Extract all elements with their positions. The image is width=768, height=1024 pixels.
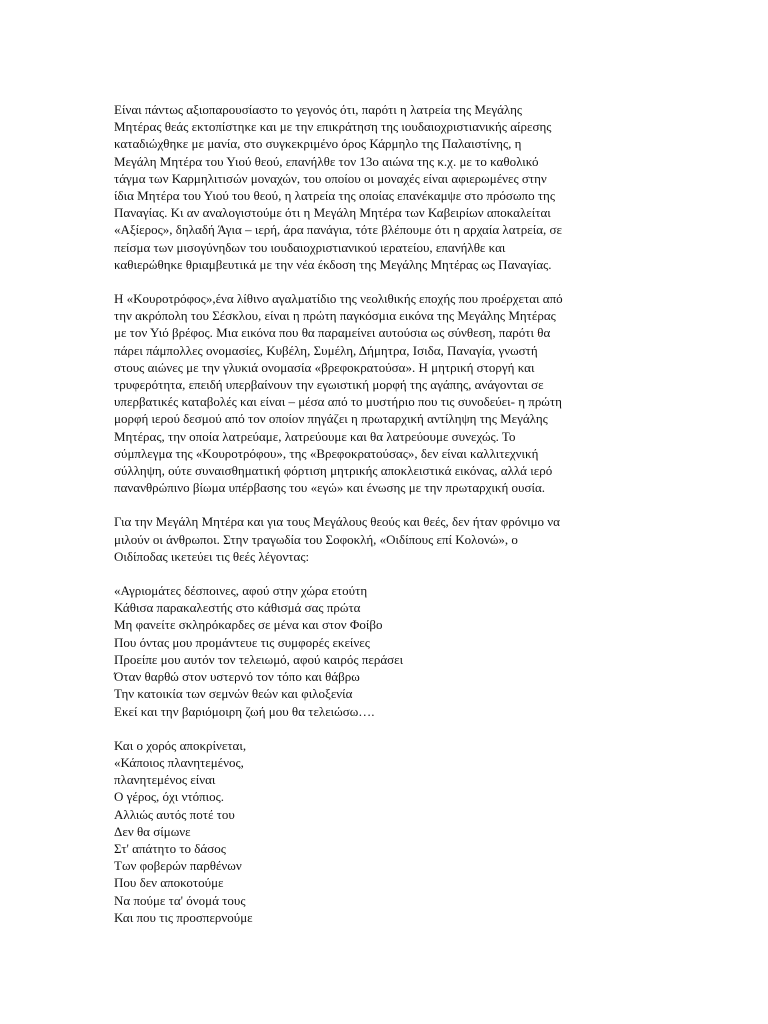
verse-line: Ο γέρος, όχι ντόπιος. bbox=[114, 789, 225, 805]
text-line: Παναγίας. Κι αν αναλογιστούμε ότι η Μεγάλη Μητέρα των Καβειρίων αποκαλείται bbox=[114, 205, 551, 221]
verse-line: Που όντας μου προμάντευε τις συμφορές εκείνες bbox=[114, 634, 370, 650]
text-line: στους αιώνες με την γλυκιά ονομασία «βρεφοκρατούσα». Η μητρική στοργή και bbox=[114, 359, 535, 375]
verse-line: Μη φανείτε σκληρόκαρδες σε μένα και στον Φοίβο bbox=[114, 617, 383, 633]
verse-line: Των φοβερών παρθένων bbox=[114, 858, 242, 874]
text-line: την ακρόπολη του Σέσκλου, είναι η πρώτη παγκόσμια εικόνα της Μεγάλης Μητέρας bbox=[114, 308, 556, 324]
text-line: Μητέρας, την οποία λατρεύαμε, λατρεύουμε και θα λατρεύουμε συνεχώς. Το bbox=[114, 428, 516, 444]
text-line: τάγμα των Καρμηλιτισών μοναχών, του οποίου οι μοναχές είναι αφιερωμένες στην bbox=[114, 170, 547, 186]
text-line: πάρει πάμπολλες ονομασίες, Κυβέλη, Συμέλη, Δήμητρα, Ισιδα, Παναγία, γνωστή bbox=[114, 342, 538, 358]
verse-line: Και ο χορός αποκρίνεται, bbox=[114, 737, 247, 753]
verse-line: Εκεί και την βαριόμοιρη ζωή μου θα τελειώσω…. bbox=[114, 703, 375, 719]
verse-stanza-2 bbox=[114, 737, 662, 926]
text-line: Μητέρας θεάς εκτοπίστηκε και με την επικράτηση της ιουδαιοχριστιανικής αίρεσης bbox=[114, 119, 552, 135]
text-line: τρυφερότητα, επειδή υπερβαίνουν την εγωιστική μορφή της αγάπης, ανάγονται σε bbox=[114, 377, 544, 393]
paragraph-3 bbox=[114, 513, 662, 565]
text-line: μορφή ιερού δεσμού από τον οποίον πηγάζει η πρωταρχική αντίληψη της Μεγάλης bbox=[114, 411, 548, 427]
verse-line: «Κάποιος πλανητεμένος, bbox=[114, 754, 244, 770]
verse-line: Αλλιώς αυτός ποτέ του bbox=[114, 806, 235, 822]
text-line: υπερβατικές καταβολές και είναι – μέσα από το μυστήριο που τις συνοδεύει- η πρώτη bbox=[114, 394, 562, 410]
text-line: Οιδίποδας ικετεύει τις θεές λέγοντας: bbox=[114, 548, 310, 564]
text-line: μιλούν οι άνθρωποι. Στην τραγωδία του Σοφοκλή, «Οιδίπους επί Κολονώ», ο bbox=[114, 531, 518, 547]
verse-line: Και που τις προσπερνούμε bbox=[114, 909, 253, 925]
text-line: με τον Υιό βρέφος. Μια εικόνα που θα παραμείνει αυτούσια ως σύνθεση, παρότι θα bbox=[114, 325, 551, 341]
document-page bbox=[114, 101, 662, 943]
text-line: καταδιώχθηκε με μανία, στο συγκεκριμένο όρος Κάρμηλο της Παλαιστίνης, η bbox=[114, 136, 522, 152]
text-line: Είναι πάντως αξιοπαρουσίαστο το γεγονός ότι, παρότι η λατρεία της Μεγάλης bbox=[114, 102, 523, 117]
text-line: σύλληψη, ούτε συναισθηματική φόρτιση μητρικής αποκλειστικά εικόνας, αλλά ιερό bbox=[114, 463, 553, 479]
text-line: «Αξίερος», δηλαδή Άγια – ιερή, άρα πανάγια, τότε βλέπουμε ότι η αρχαία λατρεία, σε bbox=[114, 222, 562, 238]
verse-line: Που δεν αποκοτούμε bbox=[114, 875, 224, 891]
text-line: πανανθρώπινο βίωμα υπέρβασης του «εγώ» και ένωσης με την πρωταρχική ουσία. bbox=[114, 480, 546, 496]
text-line: Για την Μεγάλη Μητέρα και για τους Μεγάλους θεούς και θεές, δεν ήταν φρόνιμο να bbox=[114, 514, 560, 530]
verse-line: Προείπε μου αυτόν τον τελειωμό, αφού καιρός περάσει bbox=[114, 651, 404, 667]
text-line: ίδια Μητέρα του Υιού του θεού, η λατρεία της οποίας επανέκαμψε στο πρόσωπο της bbox=[114, 188, 555, 204]
verse-line: Κάθισα παρακαλεστής στο κάθισμά σας πρώτα bbox=[114, 600, 361, 616]
verse-line: «Αγριομάτες δέσποινες, αφού στην χώρα ετούτη bbox=[114, 583, 368, 599]
verse-line: Όταν θαρθώ στον υστερνό τον τόπο και θάβρω bbox=[114, 669, 360, 685]
text-line: Η «Κουροτρόφος»,ένα λίθινο αγαλματίδιο της νεολιθικής εποχής που προέρχεται από bbox=[114, 291, 563, 307]
text-line: σύμπλεγμα της «Κουροτρόφου», της «Βρεφοκρατούσας», δεν είναι καλλιτεχνική bbox=[114, 445, 539, 461]
text-line: Μεγάλη Μητέρα του Υιού θεού, επανήλθε τον 13ο αιώνα της κ.χ. με το καθολικό bbox=[114, 153, 539, 169]
verse-line: Να πούμε τα' όνομά τους bbox=[114, 892, 246, 908]
paragraph-1 bbox=[114, 101, 662, 273]
verse-line: πλανητεμένος είναι bbox=[114, 772, 216, 788]
verse-line: Την κατοικία των σεμνών θεών και φιλοξενία bbox=[114, 686, 353, 702]
verse-stanza-1 bbox=[114, 582, 662, 720]
paragraph-2 bbox=[114, 290, 662, 496]
verse-line: Στ' απάτητο το δάσος bbox=[114, 840, 226, 856]
text-line: πείσμα των μισογύνηδων του ιουδαιοχριστιανικού ιερατείου, επανήλθε και bbox=[114, 239, 506, 255]
verse-line: Δεν θα σίμωνε bbox=[114, 823, 191, 839]
text-line: καθιερώθηκε θριαμβευτικά με την νέα έκδοση της Μεγάλης Μητέρας ως Παναγίας. bbox=[114, 256, 552, 272]
